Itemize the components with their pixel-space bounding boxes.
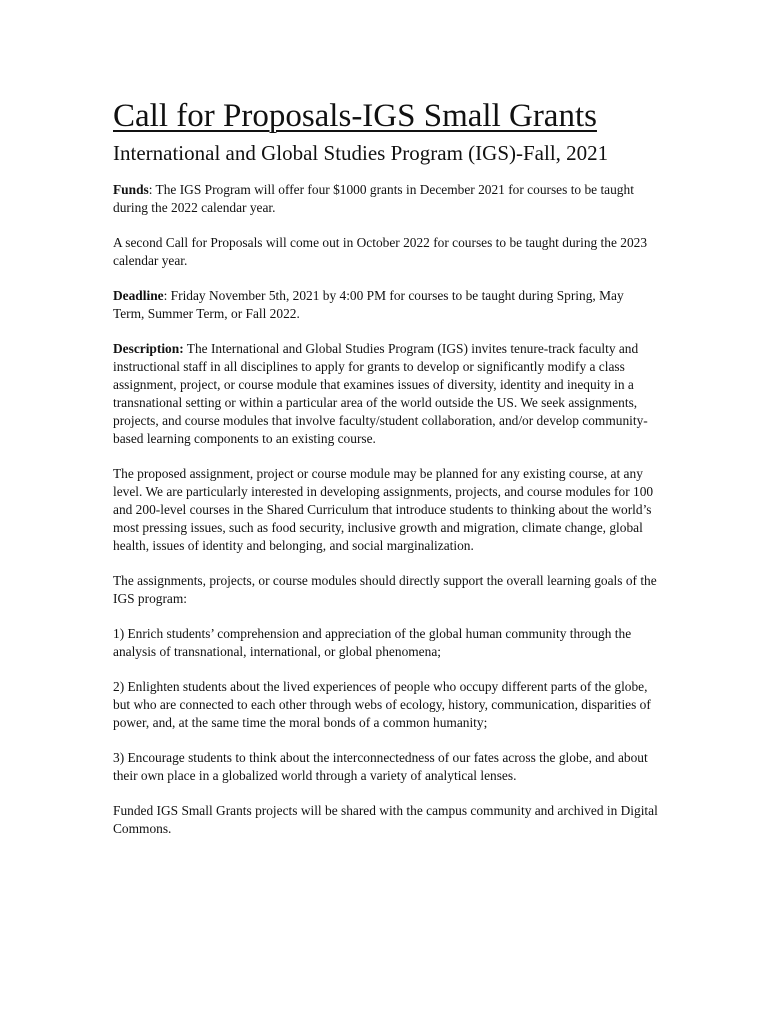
funds-label: Funds	[113, 182, 149, 197]
document-subtitle: International and Global Studies Program (IGS)-Fall, 2021	[113, 141, 609, 165]
deadline-text: : Friday November 5th, 2021 by 4:00 PM for courses to be taught during Spring, May Term, Summer Term, or Fall 2022.	[113, 288, 624, 321]
goal-1-paragraph: 1) Enrich students’ comprehension and appreciation of the global human community through the analysis of transnational, international, or global phenomena;	[113, 626, 632, 659]
deadline-label: Deadline	[113, 288, 164, 303]
funds-paragraph	[113, 181, 658, 217]
document-page	[113, 96, 658, 838]
goal-2-paragraph: 2) Enlighten students about the lived experiences of people who occupy different parts of the globe, but who are connected to each other through webs of ecology, history, communication, disparities of power, and, at the same time the moral bonds of a common humanity;	[113, 679, 651, 730]
description-paragraph	[113, 340, 658, 448]
funds-text: : The IGS Program will offer four $1000 grants in December 2021 for courses to be taught during the 2022 calendar year.	[113, 182, 634, 215]
goal-3-paragraph: 3) Encourage students to think about the interconnectedness of our fates across the globe, and about their own place in a globalized world through a variety of analytical lenses.	[113, 750, 648, 783]
assignments-paragraph: The assignments, projects, or course modules should directly support the overall learning goals of the IGS program:	[113, 573, 657, 606]
funded-paragraph: Funded IGS Small Grants projects will be shared with the campus community and archived in Digital Commons.	[113, 803, 658, 836]
deadline-paragraph	[113, 287, 658, 323]
document-title: Call for Proposals-IGS Small Grants	[113, 98, 597, 134]
description-label: Description:	[113, 341, 184, 356]
second-call-paragraph: A second Call for Proposals will come out in October 2022 for courses to be taught during the 2023 calendar year.	[113, 235, 648, 268]
proposed-paragraph: The proposed assignment, project or course module may be planned for any existing course, at any level. We are particularly interested in developing assignments, projects, and course modules for 100 and 200-level courses in the Shared Curriculum that introduce students to thinking about the world’s most pressing issues, such as food security, inclusive growth and migration, climate change, global health, issues of identity and belonging, and social marginalization.	[113, 466, 654, 553]
description-text: The International and Global Studies Program (IGS) invites tenure-track faculty and instructional staff in all disciplines to apply for grants to develop or significantly modify a class assignment, project, or course module that examines issues of diversity, identity and inequity in a transnational setting or within a particular area of the world outside the US. We seek assignments, projects, and course modules that involve faculty/student collaboration, and/or develop community-based learning components to an existing course.	[113, 341, 648, 446]
